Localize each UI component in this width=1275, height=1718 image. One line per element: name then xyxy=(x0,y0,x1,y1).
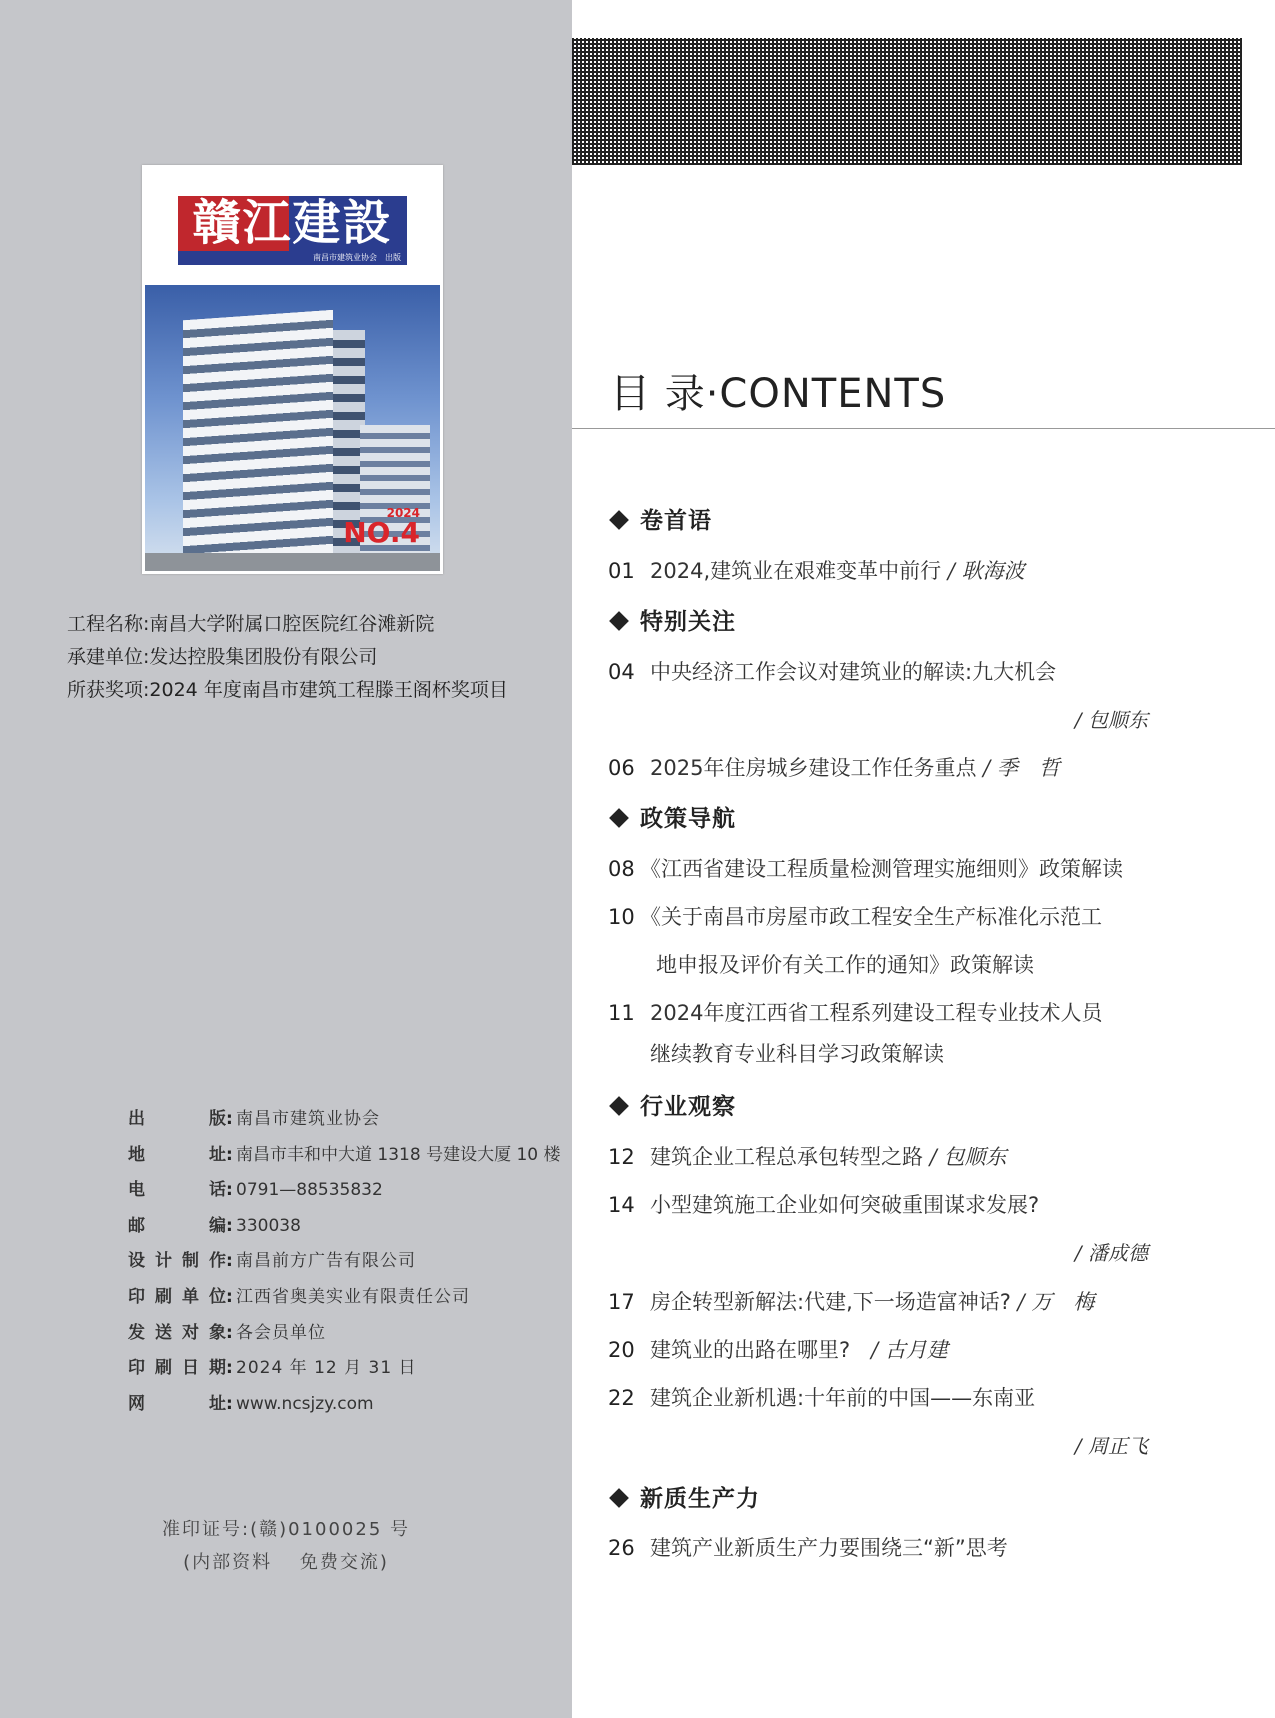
toc-entry[interactable]: 10 《关于南昌市房屋市政工程安全生产标准化示范工 地申报及评价有关工作的通知》政策解读 xyxy=(608,905,1102,977)
magazine-cover xyxy=(142,165,443,574)
decorative-grid-pattern xyxy=(572,38,1242,165)
project-name: 工程名称:南昌大学附属口腔医院红谷滩新院 xyxy=(67,613,435,635)
imprint-print-date: 印刷日期: 2024 年 12 月 31 日 xyxy=(128,1358,417,1379)
cover-issue-year: 2024 xyxy=(386,506,420,520)
toc-entry[interactable]: 08 《江西省建设工程质量检测管理实施细则》政策解读 xyxy=(608,857,1123,881)
contents-title: 目 录·CONTENTS xyxy=(610,371,947,417)
toc-entry[interactable]: 12 建筑企业工程总承包转型之路 / 包顺东 xyxy=(608,1145,1007,1169)
ground xyxy=(145,553,440,571)
imprint-website: 网址: www.ncsjzy.com xyxy=(128,1393,374,1414)
diamond-bullet-icon xyxy=(609,1096,629,1116)
building-tower xyxy=(183,310,333,570)
diamond-bullet-icon xyxy=(609,611,629,631)
cover-publisher: 南昌市建筑业协会 出版 xyxy=(178,251,407,265)
imprint-printer: 印刷单位: 江西省奥美实业有限责任公司 xyxy=(128,1286,470,1307)
toc-entry[interactable]: 11 2024年度江西省工程系列建设工程专业技术人员 继续教育专业科目学习政策解读 xyxy=(608,1001,1103,1066)
license-note: (内部资料 免费交流) xyxy=(183,1552,389,1573)
imprint-address: 地址: 南昌市丰和中大道 1318 号建设大厦 10 楼 xyxy=(128,1144,561,1165)
left-panel xyxy=(0,0,572,1718)
toc-entry[interactable]: 20 建筑业的出路在哪里? / 古月建 xyxy=(608,1338,948,1362)
toc-entry[interactable]: 04 中央经济工作会议对建筑业的解读:九大机会 / 包顺东 xyxy=(608,660,1148,732)
diamond-bullet-icon xyxy=(609,808,629,828)
license-number: 准印证号:(赣)0100025 号 xyxy=(162,1519,410,1540)
diamond-bullet-icon xyxy=(609,510,629,530)
toc-entry[interactable]: 26 建筑产业新质生产力要围绕三“新”思考 xyxy=(608,1536,1008,1560)
project-contractor: 承建单位:发达控股集团股份有限公司 xyxy=(67,646,378,668)
imprint-recipients: 发送对象: 各会员单位 xyxy=(128,1322,326,1343)
cover-issue-number: NO.4 xyxy=(343,516,420,549)
project-info xyxy=(67,608,508,707)
toc-section: 特别关注 xyxy=(608,603,736,636)
imprint-block xyxy=(128,1104,561,1424)
cover-building-photo xyxy=(145,285,440,571)
toc-section: 新质生产力 xyxy=(608,1480,760,1513)
toc-section: 行业观察 xyxy=(608,1088,736,1121)
toc-entry[interactable]: 06 2025年住房城乡建设工作任务重点 / 季 哲 xyxy=(608,756,1060,780)
imprint-phone: 电话: 0791—88535832 xyxy=(128,1180,383,1201)
toc-section: 政策导航 xyxy=(608,800,736,833)
toc-entry[interactable]: 01 2024,建筑业在艰难变革中前行 / 耿海波 xyxy=(608,559,1025,583)
imprint-publisher: 出版: 南昌市建筑业协会 xyxy=(128,1109,380,1129)
cover-issue xyxy=(343,507,420,547)
cover-title: 贛江建設 xyxy=(192,195,393,251)
toc-section: 卷首语 xyxy=(608,502,712,535)
diamond-bullet-icon xyxy=(609,1488,629,1508)
toc-entry[interactable]: 14 小型建筑施工企业如何突破重围谋求发展? / 潘成德 xyxy=(608,1193,1148,1265)
toc-entry[interactable]: 17 房企转型新解法:代建,下一场造富神话? / 万 梅 xyxy=(608,1290,1095,1314)
cover-title-band xyxy=(178,196,407,251)
toc-entry[interactable]: 22 建筑企业新机遇:十年前的中国——东南亚 / 周正飞 xyxy=(608,1386,1148,1458)
project-award: 所获奖项:2024 年度南昌市建筑工程滕王阁杯奖项目 xyxy=(67,679,508,701)
imprint-design: 设计制作: 南昌前方广告有限公司 xyxy=(128,1251,416,1272)
imprint-postcode: 邮编: 330038 xyxy=(128,1215,301,1236)
contents-divider xyxy=(572,428,1275,429)
